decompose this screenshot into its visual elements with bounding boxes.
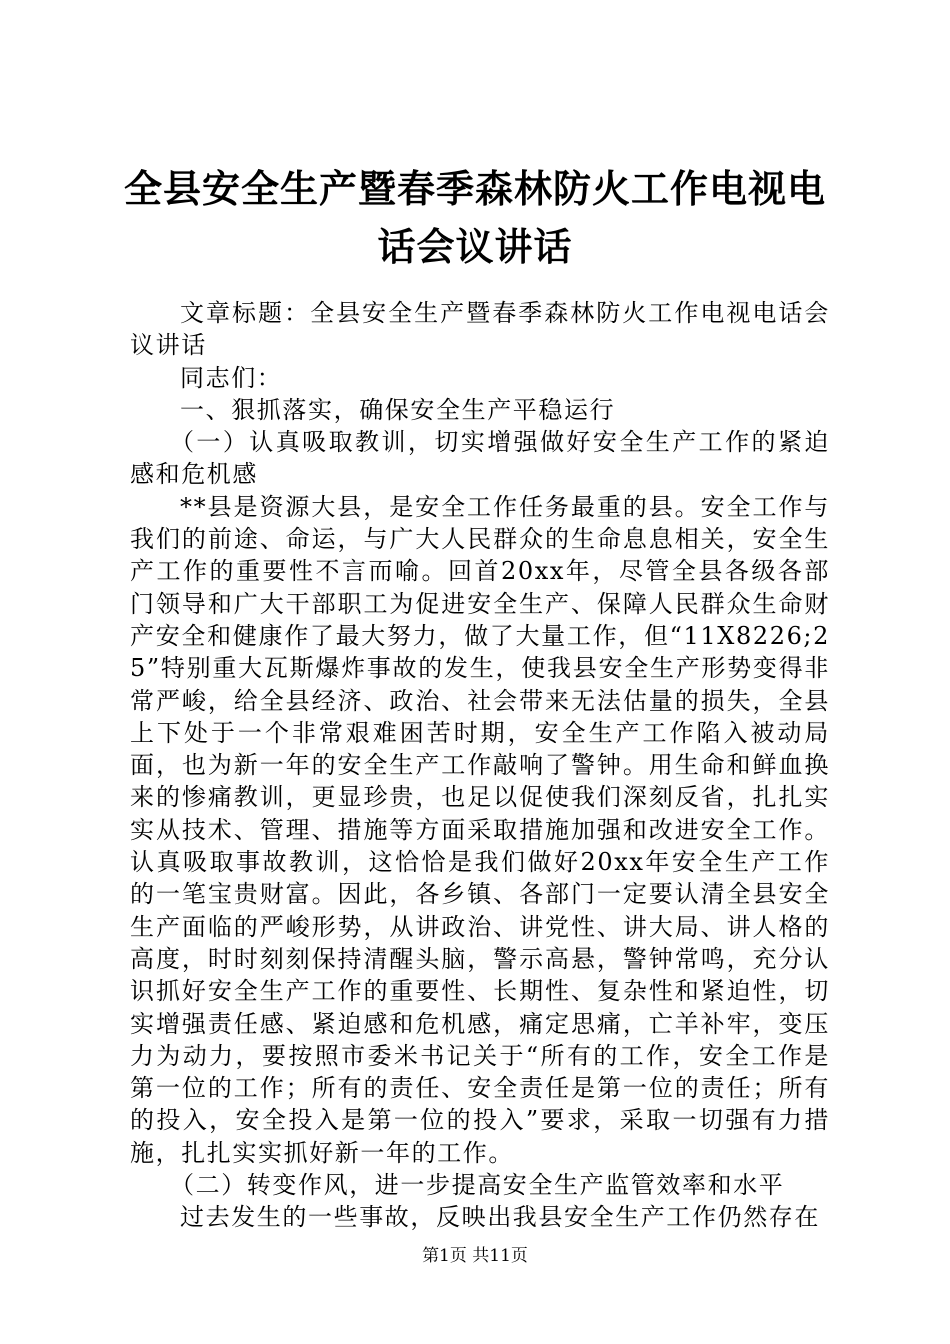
subsection-heading-1: （一）认真吸取教训，切实增强做好安全生产工作的紧迫感和危机感 xyxy=(130,428,830,489)
body-paragraph: **县是资源大县，是安全工作任务最重的县。安全工作与我们的前途、命运，与广大人民群众的生命息息相关，安全生产工作的重要性不言而喻。回首20xx年，尽管全县各级各部门领导和广大干部职工为促进安全生产、保障人民群众生命财产安全和健康作了最大努力，做了大量工作，但“11X8226;25”特别重大瓦斯爆炸事故的发生，使我县安全生产形势变得非常严峻，给全县经济、政治、社会带来无法估量的损失，全县上下处于一个非常艰难困苦时期，安全生产工作陷入被动局面，也为新一年的安全生产工作敲响了警钟。用生命和鲜血换来的惨痛教训，更显珍贵，也足以促使我们深刻反省，扎扎实实从技术、管理、措施等方面采取措施加强和改进安全工作。认真吸取事故教训，这恰恰是我们做好20xx年安全生产工作的一笔宝贵财富。因此，各乡镇、各部门一定要认清全县安全生产面临的严峻形势，从讲政治、讲党性、讲大局、讲人格的高度，时时刻刻保持清醒头脑，警示高悬，警钟常鸣，充分认识抓好安全生产工作的重要性、长期性、复杂性和紧迫性，切实增强责任感、紧迫感和危机感，痛定思痛，亡羊补牢，变压力为动力，要按照市委米书记关于“所有的工作，安全工作是第一位的工作；所有的责任、安全责任是第一位的责任；所有的投入，安全投入是第一位的投入”要求，采取一切强有力措施，扎扎实实抓好新一年的工作。 xyxy=(130,492,830,1167)
article-title-line: 文章标题：全县安全生产暨春季森林防火工作电视电话会议讲话 xyxy=(130,299,830,360)
page-number-footer: 第1页 共11页 xyxy=(422,1246,528,1266)
document-body xyxy=(130,297,830,1234)
salutation: 同志们： xyxy=(180,363,283,392)
subsection-heading-2: （二）转变作风，进一步提高安全生产监管效率和水平 xyxy=(170,1171,785,1200)
body-paragraph-continued: 过去发生的一些事故，反映出我县安全生产工作仍然存在 xyxy=(180,1203,820,1232)
document-title: 全县安全生产暨春季森林防火工作电视电话会议讲话 xyxy=(123,167,826,269)
section-heading-1: 一、狠抓落实，确保安全生产平稳运行 xyxy=(180,395,616,424)
